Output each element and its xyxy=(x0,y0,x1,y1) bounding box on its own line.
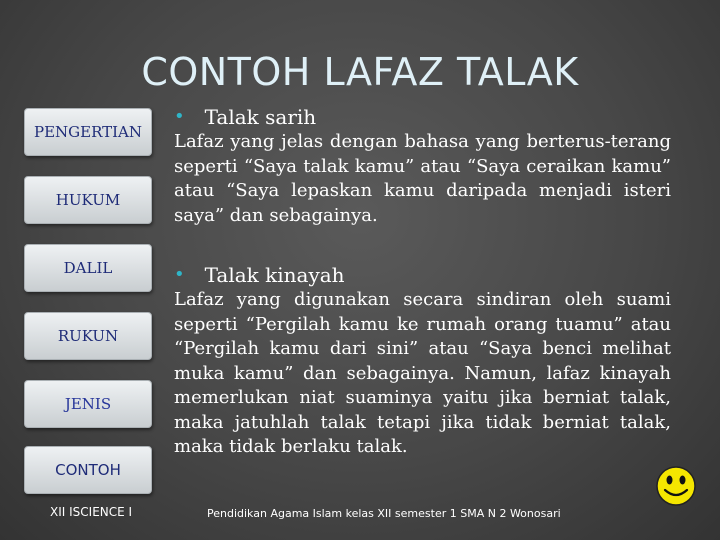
heading-text-talak-sarih: Talak sarih xyxy=(204,105,317,129)
section-talak-sarih xyxy=(174,104,671,228)
nav-button-jenis[interactable]: JENIS xyxy=(24,380,152,428)
heading-text-talak-kinayah: Talak kinayah xyxy=(204,263,345,287)
bullet-icon: • xyxy=(174,106,185,127)
nav-button-hukum[interactable]: HUKUM xyxy=(24,176,152,224)
content-area xyxy=(174,104,671,457)
section-heading xyxy=(174,104,671,130)
section-heading xyxy=(174,262,671,288)
smiley-icon xyxy=(655,465,697,507)
paragraph-talak-kinayah: Lafaz yang digunakan secara sindiran oleh suami seperti “Pergilah kamu ke rumah orang tuamu” atau “Pergilah kamu dari sini” atau “Saya benci melihat muka kamu” dan sebagainya. Namun, lafaz kinayah memerlukan niat suaminya yaitu jika berniat talak, maka jatuhlah talak tetapi jika tidak berniat talak, maka tidak berlaku talak. xyxy=(174,289,671,457)
nav-button-dalil[interactable]: DALIL xyxy=(24,244,152,292)
footer-class-label: XII ISCIENCE I xyxy=(50,505,133,519)
nav-button-contoh[interactable]: CONTOH xyxy=(24,446,152,494)
nav-button-rukun[interactable]: RUKUN xyxy=(24,312,152,360)
footer-course-label: Pendidikan Agama Islam kelas XII semester 1 SMA N 2 Wonosari xyxy=(207,507,561,520)
paragraph-talak-sarih: Lafaz yang jelas dengan bahasa yang berterus-terang seperti “Saya talak kamu” atau “Saya ceraikan kamu” atau “Saya lepaskan kamu daripada menjadi isteri saya” dan sebagainya. xyxy=(174,131,671,226)
slide-title: CONTOH LAFAZ TALAK xyxy=(141,50,579,94)
section-talak-kinayah xyxy=(174,262,671,460)
nav-button-pengertian[interactable]: PENGERTIAN xyxy=(24,108,152,156)
bullet-icon: • xyxy=(174,264,185,285)
